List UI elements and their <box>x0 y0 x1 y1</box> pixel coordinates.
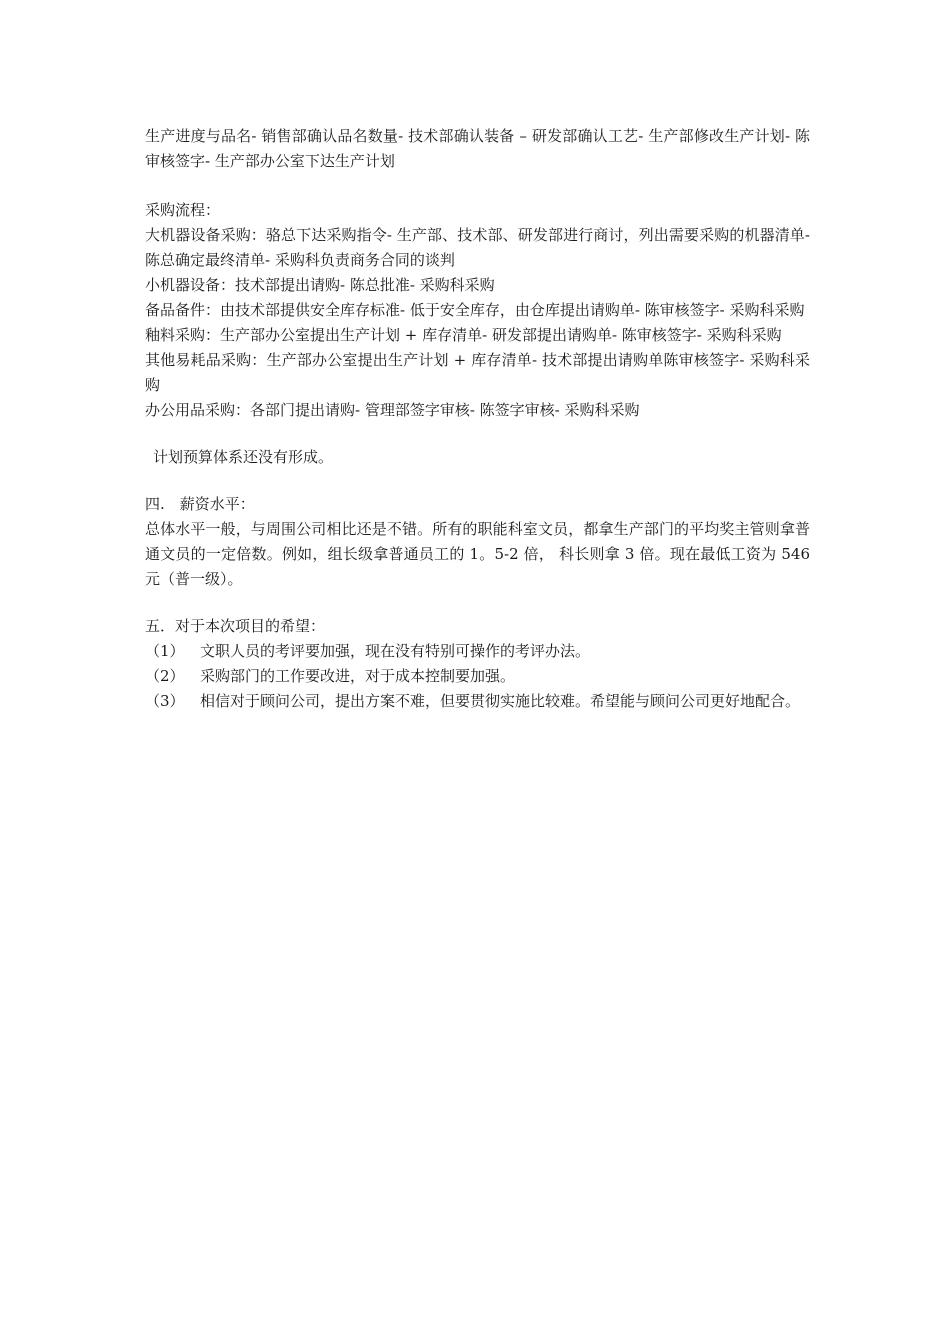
list-number: （3） <box>145 692 185 710</box>
procurement-item-spare-parts: 备品备件：由技术部提供安全库存标准- 低于安全库存，由仓库提出请购单- 陈审核签字- 采购科采购 <box>145 301 805 319</box>
procurement-item-large-equipment: 大机器设备采购：骆总下达采购指令- 生产部、技术部、研发部进行商讨，列出需要采购的机器清单- 陈总确定最终清单- 采购科负责商务合同的谈判 <box>145 226 810 269</box>
hopes-list-item <box>145 639 810 664</box>
procurement-item-glaze: 釉料采购：生产部办公室提出生产计划 + 库存清单- 研发部提出请购单- 陈审核签字- 采购科采购 <box>145 326 782 344</box>
hopes-list-item <box>145 689 810 714</box>
list-number: （1） <box>145 642 185 660</box>
document-page <box>145 124 810 714</box>
spacer <box>145 174 810 198</box>
list-number: （2） <box>145 667 185 685</box>
budget-note: 计划预算体系还没有形成。 <box>153 448 334 466</box>
procurement-item-office-supplies: 办公用品采购：各部门提出请购- 管理部签字审核- 陈签字审核- 采购科采购 <box>145 401 640 419</box>
hopes-list-item <box>145 664 810 689</box>
production-plan-paragraph: 生产进度与品名- 销售部确认品名数量- 技术部确认装备 – 研发部确认工艺- 生产部修改生产计划- 陈审核签字- 生产部办公室下达生产计划 <box>145 127 810 170</box>
list-text: 文职人员的考评要加强，现在没有特别可操作的考评办法。 <box>200 642 591 660</box>
procurement-heading: 采购流程： <box>145 201 221 219</box>
procurement-item-small-equipment: 小机器设备：技术部提出请购- 陈总批准- 采购科采购 <box>145 276 495 294</box>
spacer <box>145 592 810 614</box>
hopes-heading: 五．对于本次项目的希望： <box>145 617 326 635</box>
salary-paragraph: 总体水平一般，与周围公司相比还是不错。所有的职能科室文员，都拿生产部门的平均奖主管则拿普通文员的一定倍数。例如，组长级拿普通员工的 1。5-2 倍， 科长则拿 3 倍。现在最低工资为 546 元（普一级）。 <box>145 520 810 588</box>
list-text: 相信对于顾问公司，提出方案不难，但要贯彻实施比较难。希望能与顾问公司更好地配合。 <box>200 692 801 710</box>
list-text: 采购部门的工作要改进，对于成本控制要加强。 <box>200 667 516 685</box>
spacer <box>145 423 810 445</box>
procurement-item-consumables: 其他易耗品采购：生产部办公室提出生产计划 + 库存清单- 技术部提出请购单陈审核签字- 采购科采购 <box>145 351 810 394</box>
salary-heading: 四. 薪资水平： <box>145 495 255 513</box>
spacer <box>145 470 810 492</box>
